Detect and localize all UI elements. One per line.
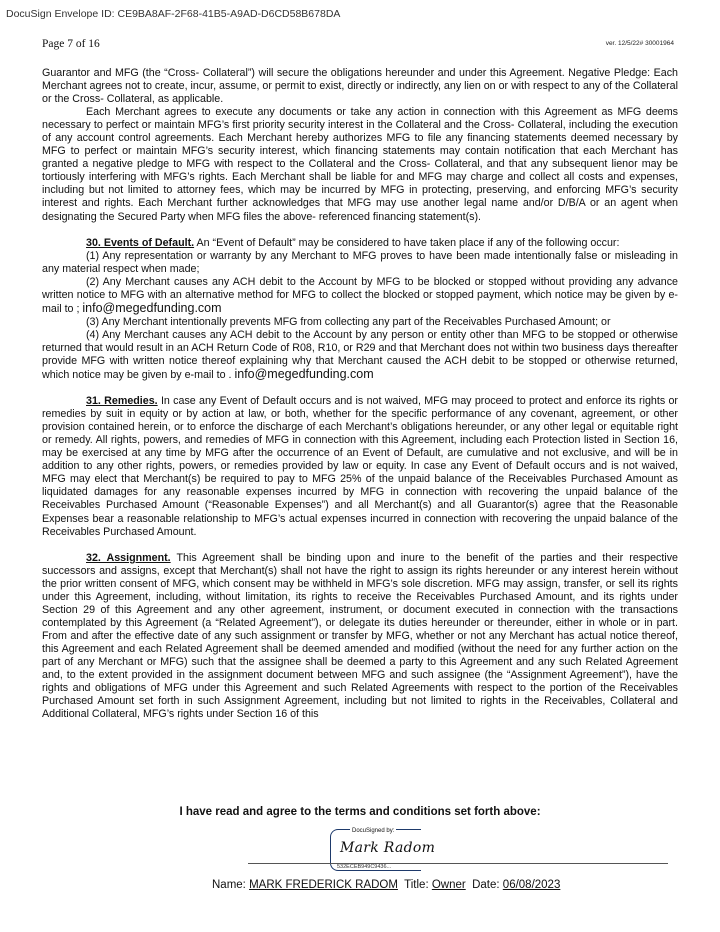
section-30-intro xyxy=(42,237,678,250)
signed-date: 06/08/2023 xyxy=(502,879,561,891)
section-30-item-1: (1) Any representation or warranty by any Merchant to MFG proves to have been made intentionally false or misleading in any material respect when made; xyxy=(42,249,678,275)
agreement-statement: I have read and agree to the terms and conditions set forth above: xyxy=(179,806,541,818)
signer-details xyxy=(212,879,560,891)
docusigned-label: DocuSigned by: xyxy=(352,828,395,834)
signer-name: MARK FREDERICK RADOM xyxy=(249,879,398,891)
docusign-envelope-id: DocuSign Envelope ID: CE9BA8AF-2F68-41B5-A9AD-D6CD58B678DA xyxy=(6,8,341,20)
document-body xyxy=(42,67,678,721)
signer-title: Owner xyxy=(431,879,466,891)
email-link[interactable]: info@megedfunding.com xyxy=(82,300,222,315)
version-code: ver. 12/5/22# 30001964 xyxy=(605,40,674,47)
page-number: Page 7 of 16 xyxy=(42,38,100,50)
title-label: Title: xyxy=(404,879,432,891)
signature-line xyxy=(248,863,668,864)
section-30-title: 30. Events of Default. xyxy=(86,236,195,249)
signature-id: 532ECEB949C9436... xyxy=(337,864,392,870)
section-32-text: This Agreement shall be binding upon and inure to the benefit of the parties and their respective successors and assigns, except that Merchant(s) shall not have the right to assign its rights hereunder or any interest herein without the prior written consent of MFG, which consent may be withheld in MFG’s sole discretion. MFG may assign, transfer, or sell its rights under this Agreement, including, without limitation, its rights to receive the Receivables Purchased Amount, and its rights under Section 29 of this Agreement and any other agreement, instrument, or document executed in connection with the transactions contemplated by this Agreement (a “Related Agreement”), or delegate its duties hereunder or thereunder, either in whole or in part. From and after the effective date of any such assignment or transfer by MFG, whether or not any Merchant has actual notice thereof, this Agreement and each Related Agreement shall be deemed amended and modified (without the need for any further action on the part of any Merchant or MFG) such that the assignee shall be deemed a party to this Agreement and any such Related Agreement and, to the extent provided in the assignment document between MFG and such assignee (the “Assignment Agreement”), have the rights and obligations of MFG under this Agreement and such Related Agreements with respect to the portion of the Receivables Purchased Amount set forth in such Assignment Agreement, including but not limited to rights in the Receivables, Collateral and Additional Collateral, MFG’s rights under Section 16 of this xyxy=(42,551,678,721)
section-32-title: 32. Assignment. xyxy=(86,551,171,564)
date-label: Date: xyxy=(472,879,503,891)
signature: Mark Radom xyxy=(340,840,436,856)
email-link[interactable]: info@megedfunding.com xyxy=(234,367,374,382)
section-31 xyxy=(42,395,678,539)
section-30-item-4 xyxy=(42,329,678,382)
section-30-item-2 xyxy=(42,276,678,316)
section-31-text: In case any Event of Default occurs and is not waived, MFG may proceed to protect and enforce its rights or remedies by suit in equity or by action at law, or both, whether for the specific performance of any covenant, agreement, or other provision contained herein, or to enforce the discharge of each Merchant’s obligations hereunder, or any other legal or equitable right or remedy. All rights, powers, and remedies of MFG in connection with this Agreement, including each Protection listed in Section 16, may be exercised at any time by MFG after the occurrence of an Event of Default, are cumulative and not exclusive, and will be in addition to any other rights, powers, or remedies provided by law or equity. In case any Event of Default occurs and is not waived, MFG may elect that Merchant(s) be required to pay to MFG 25% of the unpaid balance of the Receivables Purchased Amount as liquidated damages for any reasonable expenses incurred by MFG in connection with recovering the unpaid balance of the Receivables Purchased Amount (“Reasonable Expenses”) and all Merchant(s) and all Guarantor(s) agree that the Reasonable Expenses bear a reasonable relationship to MFG’s actual expenses incurred in connection with recovering the unpaid balance of the Receivables Purchased Amount. xyxy=(42,395,678,538)
section-30-intro-text: An “Event of Default” may be considered to have taken place if any of the following occur: xyxy=(194,236,620,249)
section-30-item-2-text: (2) Any Merchant causes any ACH debit to the Account by MFG to be blocked or stopped without providing any advance written notice to MFG with an alternative method for MFG to collect the blocked or stopped payment, which notice may be given by e-mail to ; xyxy=(42,275,678,315)
section-30-item-4-text: (4) Any Merchant causes any ACH debit to the Account by any person or entity other than MFG to be stopped or otherwise returned that would result in an ACH Return Code of R08, R10, or R29 and that Merchant does not within two business days thereafter provide MFG with written notice thereof explaining why that Merchant caused the ACH debit to be stopped or otherwise returned, which notice may be given by e-mail to . xyxy=(42,328,678,382)
section-32 xyxy=(42,552,678,722)
paragraph-security-interest: Each Merchant agrees to execute any documents or take any action in connection with this Agreement as MFG deems necessary to perfect or maintain MFG’s first priority security interest in the Collateral and the Cross- Collateral, including the execution of any account control agreements. Each Merchant hereby authorizes MFG to file any financing statements deemed necessary by MFG to perfect or maintain MFG’s security interest, which financing statements may contain notification that each Merchant has granted a negative pledge to MFG with respect to the Collateral and the Cross- Collateral, and that any subsequent lienor may be tortiously interfering with MFG’s rights. Each Merchant shall be liable for and MFG may charge and collect all costs and expenses, including but not limited to attorney fees, which may be incurred by MFG in protecting, preserving, and enforcing MFG’s security interest and rights. Each Merchant further acknowledges that MFG may use another legal name and/or D/B/A or an agent when designating the Secured Party when MFG files the above- referenced financing statement(s). xyxy=(42,106,678,223)
section-31-title: 31. Remedies. xyxy=(86,395,158,408)
section-30-item-3: (3) Any Merchant intentionally prevents MFG from collecting any part of the Receivables Purchased Amount; or xyxy=(86,315,611,328)
name-label: Name: xyxy=(212,879,250,891)
paragraph-cross-collateral: Guarantor and MFG (the “Cross- Collateral”) will secure the obligations hereunder and under this Agreement. Negative Pledge: Each Merchant agrees not to create, incur, assume, or permit to exist, directly or indirectly, any lien on or with respect to any of the Collateral or the Cross- Collateral, as applicable. xyxy=(42,67,678,106)
